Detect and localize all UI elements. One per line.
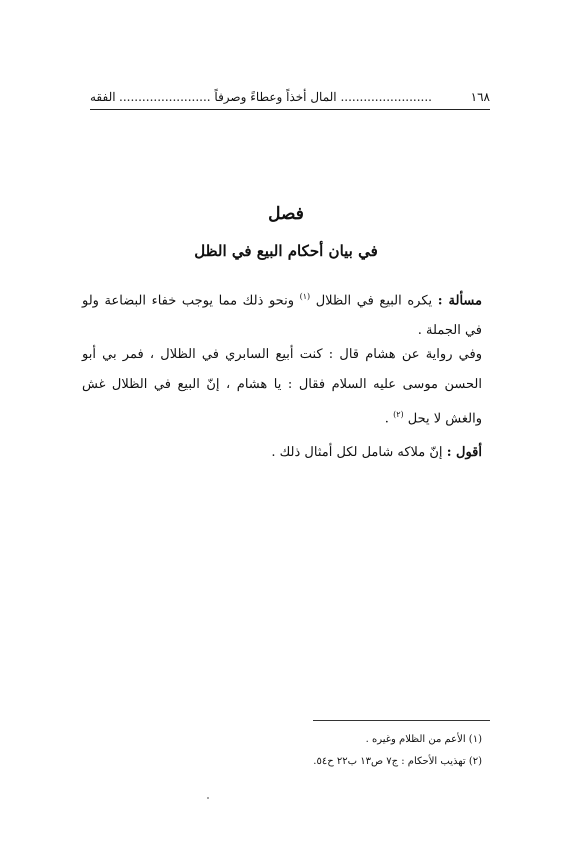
chapter-title: ........................ المال أخذاً وعطاءً وصرفاً ........................	[119, 90, 432, 104]
paragraph-text: وفي رواية عن هشام قال : كنت أبيع السابري في الظلال ، فمر بي أبو الحسن موسى عليه السلام فقال : يا هشام ، إنّ البيع في الظلال غش والغش لا يحل	[82, 347, 482, 427]
section-title: الفقه	[90, 90, 116, 104]
section-heading: في بيان أحكام البيع في الظل	[194, 242, 378, 260]
footnote-ref-2: (٢)	[393, 410, 404, 419]
paragraph-text: إنّ ملاكه شامل لكل أمثال ذلك .	[271, 445, 443, 460]
footnote-2: (٢) تهذيب الأحكام : ج٧ ص١٣ ب٢٢ ح٥٤.	[313, 756, 482, 767]
paragraph-text: ونحو ذلك مما يوجب خفاء البضاعة ولو في الجملة .	[82, 293, 482, 339]
paragraph-riwaya	[82, 340, 482, 434]
page-speck	[207, 797, 209, 799]
paragraph-masala	[82, 282, 482, 346]
masala-label: مسألة :	[437, 293, 482, 309]
footnote-ref-1: (١)	[299, 292, 311, 301]
footnote-1: (١) الأعم من الظلام وغيره .	[365, 734, 482, 745]
aqulu-label: أقول :	[446, 445, 482, 460]
paragraph-aqulu	[82, 438, 482, 468]
running-header	[90, 88, 490, 106]
header-rule	[90, 109, 490, 110]
footnote-rule	[313, 720, 490, 721]
page-number: ١٦٨	[470, 90, 490, 104]
fasl-heading: فصل	[268, 204, 304, 224]
paragraph-end: .	[384, 411, 389, 427]
paragraph-text: يكره البيع في الظلال	[315, 293, 433, 309]
